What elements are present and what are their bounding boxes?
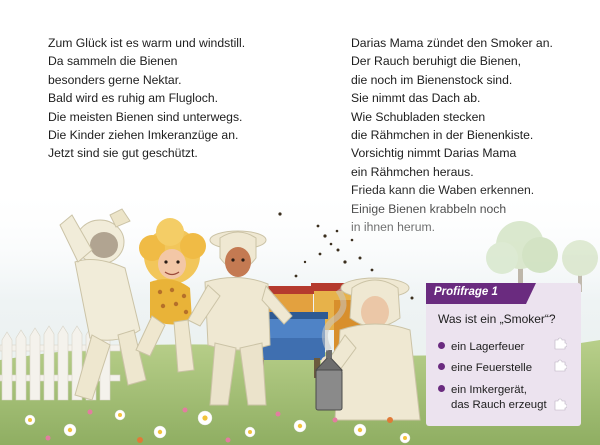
text-line: Da sammeln die Bienen	[48, 54, 178, 69]
text-line: Wie Schubladen stecken	[351, 109, 486, 124]
puzzle-piece-icon	[553, 397, 567, 411]
text-line: die Rähmchen in der Bienenkiste.	[351, 128, 534, 143]
text-line: Darias Mama zündet den Smoker an.	[351, 36, 553, 50]
text-line: Die Kinder ziehen Imkeranzüge an.	[48, 128, 239, 143]
text-line: Sie nimmt das Dach ab.	[351, 91, 481, 106]
text-line: die noch im Bienenstock sind.	[351, 72, 513, 87]
text-line: Vorsichtig nimmt Darias Mama	[351, 146, 517, 161]
bullet-icon	[438, 385, 445, 392]
bullet-icon	[438, 363, 445, 370]
text-line: Die meisten Bienen sind unterwegs.	[48, 109, 243, 124]
quiz-option-label: ein Lagerfeuer	[451, 341, 525, 353]
text-line: Bald wird es ruhig am Flugloch.	[48, 91, 219, 106]
quiz-option-label-continued: das Rauch erzeugt	[451, 399, 547, 411]
text-line: Jetzt sind sie gut geschützt.	[48, 146, 198, 161]
text-line: besonders gerne Nektar.	[48, 72, 182, 87]
puzzle-piece-icon	[553, 336, 567, 350]
text-line: Zum Glück ist es warm und windstill.	[48, 36, 246, 50]
bullet-icon	[438, 342, 445, 349]
text-line: Der Rauch beruhigt die Bienen,	[351, 54, 522, 69]
quiz-option-label: ein Imkergerät,	[451, 384, 527, 396]
text-line: ein Rähmchen heraus.	[351, 164, 474, 179]
quiz-option-a[interactable]	[438, 340, 524, 355]
quiz-option-label: eine Feuerstelle	[451, 362, 533, 374]
quiz-option-c[interactable]	[438, 383, 547, 413]
quiz-tag	[426, 283, 526, 304]
quiz-tag-label: Profifrage 1	[434, 286, 498, 298]
quiz-question: Was ist ein „Smoker“?	[438, 312, 556, 326]
quiz-option-b[interactable]	[438, 361, 532, 376]
puzzle-piece-icon	[553, 358, 567, 372]
